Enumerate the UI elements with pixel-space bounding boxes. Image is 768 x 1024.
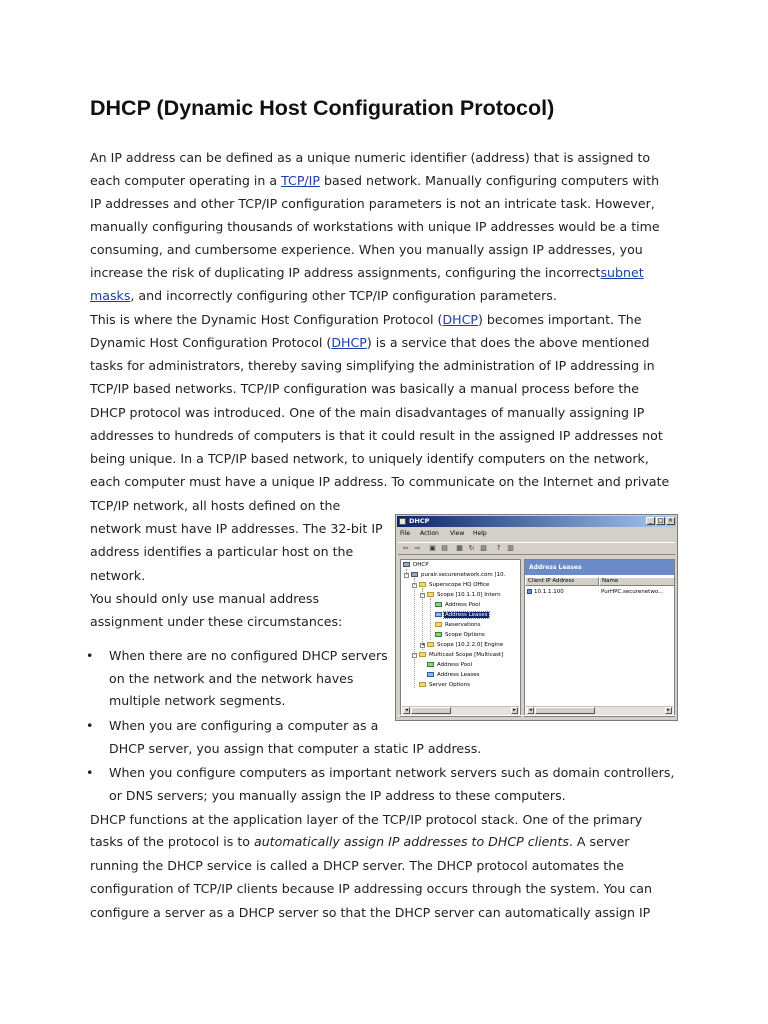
para3-line-3: running the DHCP service is called a DHCP server. The DHCP protocol automates the [90, 858, 624, 873]
text-span: based network. Manually configuring computers with [319, 173, 660, 188]
tree-label: purair.securenetwork.com [10. [421, 572, 506, 578]
tree-node-scope-options[interactable] [435, 630, 486, 640]
tree-label: DHCP [413, 562, 429, 568]
server-icon[interactable]: ▥ [507, 544, 514, 552]
tree-node-dhcp[interactable] [403, 560, 430, 570]
para2-line-10: network must have IP addresses. The 32-bit IP [90, 521, 383, 536]
intro-line-7 [90, 287, 557, 305]
help-icon[interactable]: ? [496, 544, 501, 552]
details-pane [524, 559, 675, 717]
text-span: ) becomes important. The [478, 312, 642, 327]
collapse-icon[interactable]: - [413, 582, 416, 588]
bullet-marker: • [86, 648, 94, 663]
tree-node-multicast[interactable] [419, 650, 504, 660]
para3-line-4: configuration of TCP/IP clients because IP addressing occurs through the system. You can [90, 881, 652, 896]
column-header-name[interactable]: Name [599, 577, 675, 586]
minimize-icon[interactable]: _ [646, 517, 655, 525]
tree-label: Address Leases [445, 612, 488, 618]
tree-label: Multicast Scope [Multicast] [429, 652, 504, 658]
tree-connector [414, 578, 415, 688]
tree-label: Scope [10.2.2.0] Engine [437, 642, 504, 648]
folder-icon [427, 592, 434, 597]
para2-line-2 [90, 334, 649, 352]
tree-horizontal-scrollbar[interactable] [402, 706, 519, 715]
para2-line-12: network. [90, 568, 146, 583]
para3-line-1: DHCP functions at the application layer of the TCP/IP protocol stack. One of the primary [90, 812, 643, 827]
scroll-left-icon[interactable]: ◂ [527, 707, 534, 714]
para3-line-2 [90, 833, 629, 851]
para2-line-5: DHCP protocol was introduced. One of the main disadvantages of manually assigning IP [90, 405, 645, 420]
scroll-thumb[interactable] [535, 707, 595, 714]
details-pane-title: Address Leases [525, 560, 674, 575]
dhcp-icon [403, 562, 410, 567]
intro-line-1: An IP address can be defined as a unique numeric identifier (address) that is assigned to [90, 150, 651, 165]
para2-line-7: being unique. In a TCP/IP based network, to uniquely identify computers on the network, [90, 451, 649, 466]
bullet-marker: • [86, 718, 94, 733]
menu-help[interactable]: Help [473, 530, 487, 537]
para2-line-1 [90, 311, 642, 329]
dhcp-link-2[interactable]: DHCP [331, 335, 367, 350]
bullet-3-line-2: or DNS servers; you manually assign the IP address to these computers. [109, 788, 566, 803]
tree-node-address-leases[interactable] [435, 610, 489, 620]
folder-icon [419, 682, 426, 687]
export-icon[interactable]: ▧ [480, 544, 487, 552]
forward-arrow-icon[interactable]: ⇨ [414, 544, 421, 552]
properties-icon[interactable]: ▦ [456, 544, 463, 552]
tree-node-server[interactable] [411, 570, 506, 580]
folder-icon [419, 652, 426, 657]
address-pool-icon [427, 662, 434, 667]
tree-label: Server Options [429, 682, 471, 688]
window-titlebar [397, 516, 676, 527]
details-horizontal-scrollbar[interactable] [526, 706, 673, 715]
tree-label: Address Pool [437, 662, 473, 668]
up-folder-icon[interactable]: ▣ [429, 544, 436, 552]
para3-line-5: configure a server as a DHCP server so that the DHCP server can automatically assign IP [90, 905, 651, 920]
folder-icon [427, 642, 434, 647]
text-span: increase the risk of duplicating IP address assignments, configuring the incorrect [90, 265, 601, 280]
console-tree [400, 559, 521, 717]
collapse-icon[interactable]: - [405, 572, 408, 578]
text-span: each computer operating in a [90, 173, 282, 188]
dhcp-console-screenshot [395, 514, 678, 721]
refresh-icon[interactable]: ↻ [468, 544, 475, 552]
tree-label: Reservations [445, 622, 481, 628]
show-tree-icon[interactable]: ▤ [441, 544, 448, 552]
tcpip-link[interactable]: TCP/IP [281, 173, 320, 188]
text-span: , and incorrectly configuring other TCP/IP configuration parameters. [130, 288, 557, 303]
tree-node-address-pool[interactable] [435, 600, 481, 610]
intro-line-2 [90, 172, 659, 190]
para2-line-11: address identifies a particular host on the [90, 544, 354, 559]
toolbar [398, 542, 675, 555]
para2-line-3: tasks for administrators, thereby saving simplifying the administration of IP addressing in [90, 358, 655, 373]
address-pool-icon [435, 602, 442, 607]
para2-line-13: You should only use manual address [90, 591, 320, 606]
intro-line-5: consuming, and cumbersome experience. When you manually assign IP addresses, you [90, 242, 643, 257]
status-bar [398, 715, 675, 719]
text-span: . A server [568, 834, 630, 849]
bullet-3-line-1: When you configure computers as important network servers such as domain controllers, [109, 765, 675, 780]
tree-node-reservations[interactable] [435, 620, 482, 630]
menu-action[interactable]: Action [420, 530, 439, 537]
subnet-masks-link[interactable]: subnet [600, 265, 644, 280]
tree-node-scope-1[interactable] [427, 590, 502, 600]
subnet-masks-link-cont[interactable]: masks [90, 288, 131, 303]
intro-line-6 [90, 264, 644, 282]
tree-connector [430, 598, 431, 640]
collapse-icon[interactable]: - [413, 652, 416, 658]
back-arrow-icon[interactable]: ⇦ [402, 544, 409, 552]
para2-line-14: assignment under these circumstances: [90, 614, 343, 629]
scroll-right-icon[interactable]: ▸ [511, 707, 518, 714]
lease-name-cell[interactable]: PurHPC.securenetwo... [601, 589, 664, 595]
intro-line-3: IP addresses and other TCP/IP configuration parameters is not an intricate task. However, [90, 196, 655, 211]
bullet-1-line-3: multiple network segments. [109, 693, 286, 708]
text-span: This is where the Dynamic Host Configuration Protocol ( [90, 312, 443, 327]
tree-node-address-pool-2[interactable] [427, 660, 473, 670]
bullet-marker: • [86, 765, 94, 780]
close-icon[interactable]: × [667, 517, 674, 524]
tree-node-address-leases-2[interactable] [427, 670, 481, 680]
cell-text: 10.1.1.100 [534, 589, 564, 595]
tree-node-server-options[interactable] [419, 680, 471, 690]
para2-line-4: TCP/IP based networks. TCP/IP configuration was basically a manual process before the [90, 381, 640, 396]
dhcp-link-1[interactable]: DHCP [442, 312, 479, 327]
folder-icon [435, 622, 442, 627]
address-leases-icon [427, 672, 434, 677]
tree-label: Address Pool [445, 602, 481, 608]
column-header-client-ip[interactable]: Client IP Address [525, 577, 599, 586]
maximize-icon[interactable]: □ [657, 517, 664, 524]
bullet-1-line-1: When there are no configured DHCP servers [109, 648, 388, 663]
tree-label: Address Leases [437, 672, 480, 678]
expand-icon[interactable]: + [421, 642, 426, 648]
scroll-right-icon[interactable]: ▸ [665, 707, 672, 714]
app-icon [399, 518, 406, 525]
scope-options-icon [435, 632, 442, 637]
text-span: tasks of the protocol is to [90, 834, 254, 849]
server-icon [411, 572, 418, 577]
menu-view[interactable]: View [450, 530, 465, 537]
scroll-left-icon[interactable]: ◂ [403, 707, 410, 714]
address-leases-icon [435, 612, 442, 617]
text-span: Dynamic Host Configuration Protocol ( [90, 335, 332, 350]
text-span: ) is a service that does the above mentioned [366, 335, 650, 350]
bullet-1-line-2: on the network and the network haves [109, 671, 354, 686]
tree-label: Scope Options [445, 632, 485, 638]
lease-icon [527, 589, 532, 594]
para2-line-8: each computer must have a unique IP address. To communicate on the Internet and private [90, 474, 670, 489]
para2-line-6: addresses to hundreds of computers is that it could result in the assigned IP addresses not [90, 428, 663, 443]
tree-label: Scope [10.1.1.0] Intern [437, 592, 501, 598]
para2-line-9: TCP/IP network, all hosts defined on the [90, 498, 341, 513]
collapse-icon[interactable]: - [421, 592, 424, 598]
scroll-thumb[interactable] [411, 707, 451, 714]
tree-node-superscope[interactable] [419, 580, 490, 590]
tree-node-scope-2[interactable] [427, 640, 504, 650]
folder-icon [419, 582, 426, 587]
tree-label: Superscope HQ Office [429, 582, 490, 588]
bullet-2-line-2: DHCP server, you assign that computer a static IP address. [109, 741, 482, 756]
page-title: DHCP (Dynamic Host Configuration Protocol) [90, 96, 555, 120]
lease-ip-cell[interactable] [527, 588, 597, 597]
window-title: DHCP [409, 517, 430, 525]
bullet-2-line-1: When you are configuring a computer as a [109, 718, 379, 733]
intro-line-4: manually configuring thousands of workstations with unique IP addresses would be a time [90, 219, 660, 234]
menu-file[interactable]: File [400, 530, 411, 537]
emphasis-text: automatically assign IP addresses to DHCP clients [253, 834, 569, 849]
